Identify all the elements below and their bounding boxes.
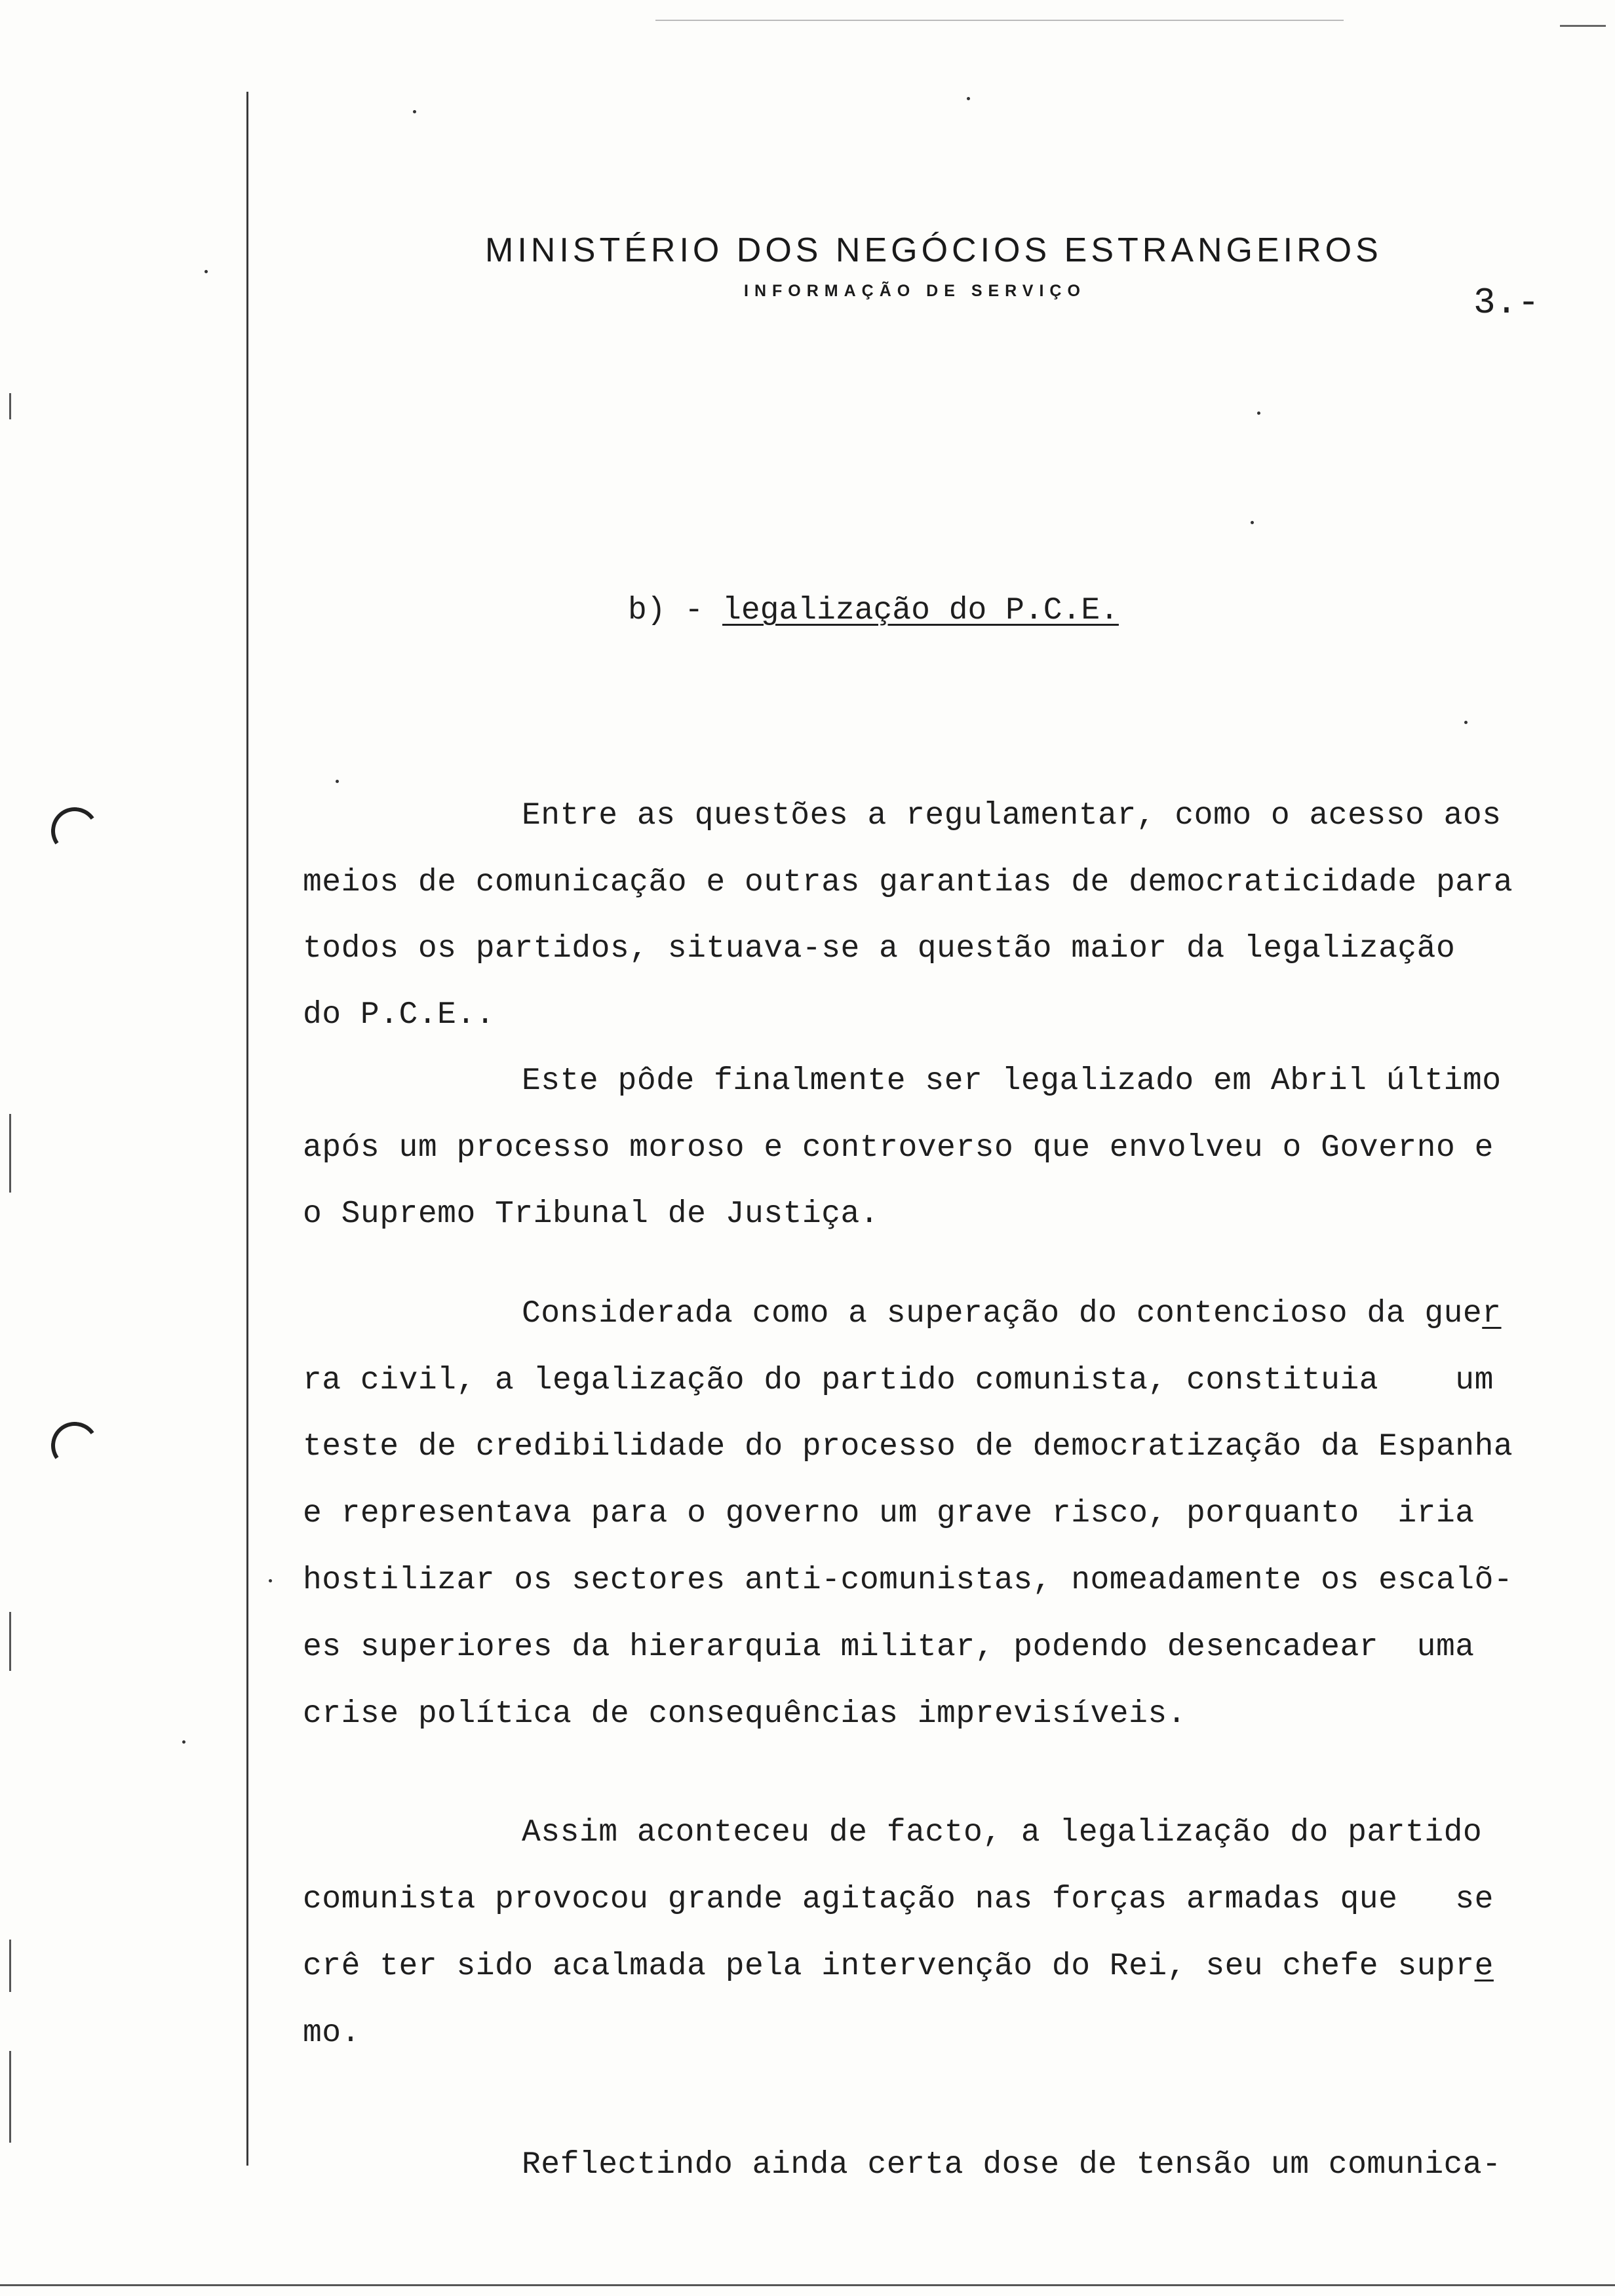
scan-speck bbox=[413, 110, 416, 113]
body-line: hostilizar os sectores anti-comunistas, nomeadamente os escalõ- bbox=[303, 1563, 1513, 1598]
scan-speck bbox=[182, 1740, 185, 1744]
body-line bbox=[522, 1296, 1502, 1331]
body-line: crise política de consequências imprevisíveis. bbox=[303, 1696, 1187, 1732]
body-line: e representava para o governo um grave risco, porquanto iria bbox=[303, 1496, 1475, 1531]
punch-hole-mark bbox=[47, 803, 102, 858]
scan-tick bbox=[9, 1612, 11, 1671]
scan-speck bbox=[204, 270, 208, 273]
ministry-subtitle: INFORMAÇÃO DE SERVIÇO bbox=[744, 282, 1086, 300]
body-line-text: crê ter sido acalmada pela intervenção do Rei, seu chefe supr bbox=[303, 1949, 1475, 1984]
body-line: meios de comunicação e outras garantias de democraticidade para bbox=[303, 865, 1513, 900]
scan-speck bbox=[336, 780, 339, 783]
body-line: mo. bbox=[303, 2016, 360, 2051]
body-line: o Supremo Tribunal de Justiça. bbox=[303, 1196, 880, 1232]
scan-tick bbox=[9, 393, 11, 419]
scan-speck bbox=[1257, 411, 1260, 415]
body-line-underlined-text: e bbox=[1474, 1949, 1494, 1984]
body-line: do P.C.E.. bbox=[303, 997, 496, 1033]
scan-top-edge bbox=[655, 20, 1344, 21]
body-line: Reflectindo ainda certa dose de tensão um comunica- bbox=[522, 2147, 1502, 2183]
ministry-title: MINISTÉRIO DOS NEGÓCIOS ESTRANGEIROS bbox=[485, 231, 1382, 269]
body-line: comunista provocou grande agitação nas forças armadas que se bbox=[303, 1882, 1494, 1917]
scan-tick bbox=[9, 2051, 11, 2143]
section-label: b) - bbox=[628, 593, 723, 628]
page-number: 3.- bbox=[1473, 282, 1540, 324]
body-line: Assim aconteceu de facto, a legalização do partido bbox=[522, 1815, 1483, 1850]
body-line-underlined-text: r bbox=[1482, 1296, 1502, 1331]
scan-tick bbox=[9, 1114, 11, 1193]
scan-corner-mark bbox=[1560, 25, 1606, 27]
body-line: todos os partidos, situava-se a questão maior da legalização bbox=[303, 931, 1456, 966]
scan-tick bbox=[9, 1940, 11, 1992]
body-line: Este pôde finalmente ser legalizado em Abril último bbox=[522, 1063, 1502, 1099]
body-line: Entre as questões a regulamentar, como o acesso aos bbox=[522, 798, 1502, 833]
scan-speck bbox=[1464, 721, 1468, 724]
body-line: após um processo moroso e controverso que envolveu o Governo e bbox=[303, 1130, 1494, 1166]
body-line-text: Considerada como a superação do contencioso da gue bbox=[522, 1296, 1483, 1331]
section-title: legalização do P.C.E. bbox=[722, 593, 1119, 628]
scan-bottom-edge bbox=[0, 2284, 1615, 2286]
scan-speck bbox=[269, 1579, 272, 1582]
body-line: teste de credibilidade do processo de democratização da Espanha bbox=[303, 1429, 1513, 1464]
body-line bbox=[303, 1949, 1494, 1984]
punch-hole-mark bbox=[47, 1418, 102, 1472]
scan-speck bbox=[1251, 521, 1254, 524]
body-line: es superiores da hierarquia militar, podendo desencadear uma bbox=[303, 1630, 1475, 1665]
scan-speck bbox=[967, 97, 970, 100]
body-line: ra civil, a legalização do partido comunista, constituia um bbox=[303, 1363, 1494, 1398]
section-heading bbox=[628, 593, 1119, 628]
margin-rule bbox=[246, 92, 248, 2166]
